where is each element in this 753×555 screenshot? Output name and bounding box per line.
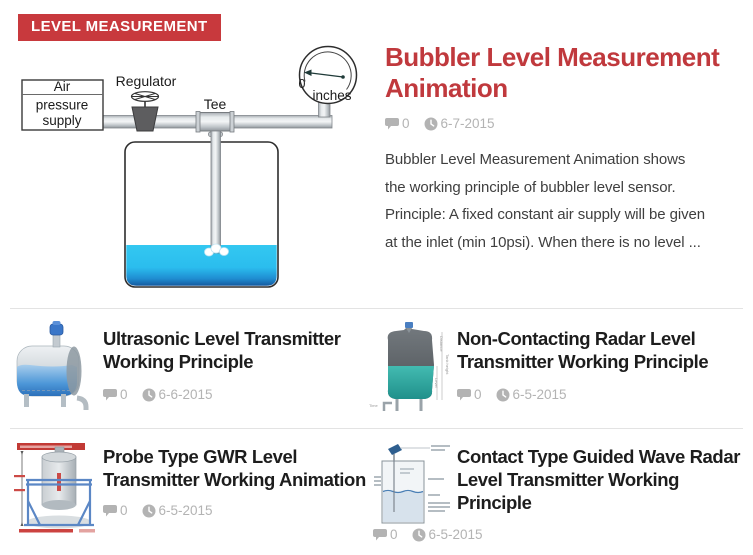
regulator-label: Regulator [115,73,177,89]
comments-count: 0 [120,387,128,402]
featured-post-meta [385,116,495,131]
excerpt-line: at the inlet (min 10psi). When there is no level ... [385,233,701,251]
air-supply-label-line1: Air [53,79,71,94]
title-line: Level Transmitter Working [457,469,679,490]
title-line: Probe Type GWR Level [103,446,298,467]
radar-level-label: Level [434,378,439,388]
radar-tank-graphic [366,320,451,415]
post-date: 6-5-2015 [428,527,483,542]
title-line: Transmitter Working Animation [103,469,366,490]
comment-icon [103,389,117,401]
contact-gwr-diagram-graphic [374,442,456,529]
radar-time-label: Time [369,403,378,408]
clock-icon [496,388,510,402]
comments-count: 0 [120,503,128,518]
post-date: 6-6-2015 [158,387,213,402]
row-divider [10,428,743,429]
post-meta [103,387,213,402]
post-meta [373,527,483,542]
comment-icon [373,529,387,541]
featured-post-title[interactable] [385,42,719,104]
clock-icon [142,388,156,402]
tee-label: Tee [203,96,227,112]
featured-post-thumbnail[interactable] [14,45,376,302]
post-date: 6-5-2015 [158,503,213,518]
post-thumbnail-radar[interactable] [366,320,451,415]
excerpt-line: Bubbler Level Measurement Animation shows [385,151,686,168]
title-line: Ultrasonic Level Transmitter [103,328,341,349]
post-title-gwr[interactable] [103,445,366,491]
clock-icon [424,117,438,131]
comments-count: 0 [474,387,482,402]
gauge-unit-label: inches [312,88,352,103]
radar-tank-height-label: Tank height [445,354,450,375]
air-supply-label-line2: pressure [35,97,89,113]
post-date: 6-7-2015 [440,116,495,131]
comments-count: 0 [402,116,410,131]
clock-icon [142,504,156,518]
title-line: Principle [457,492,532,513]
category-badge[interactable]: LEVEL MEASUREMENT [18,14,221,41]
post-date: 6-5-2015 [512,387,567,402]
title-line: Working Principle [103,351,254,372]
bubbler-diagram [14,45,376,302]
title-line: Non-Contacting Radar Level [457,328,696,349]
post-thumbnail-contact-gwr[interactable] [374,442,456,529]
post-title-contact-gwr[interactable] [457,445,740,514]
post-title-radar[interactable] [457,327,708,373]
title-line: Contact Type Guided Wave Radar [457,446,741,467]
post-thumbnail-ultrasonic[interactable] [14,320,96,412]
comments-count: 0 [390,527,398,542]
comment-icon [457,389,471,401]
post-meta [103,503,213,518]
featured-title-line2: Animation [385,73,508,103]
clock-icon [412,528,426,542]
excerpt-line: the working principle of bubbler level sensor. [385,178,676,196]
comment-icon [103,505,117,517]
post-thumbnail-gwr[interactable] [13,437,103,534]
excerpt-line: Principle: A fixed constant air supply will be given [385,206,705,223]
ultrasonic-tank-graphic [14,320,96,412]
radar-distance-label: Distance [439,336,444,352]
air-supply-label-line3: supply [42,113,82,128]
gauge-zero-label: 0 [298,77,306,91]
gwr-tank-graphic [13,437,103,534]
row-divider [10,308,743,309]
comment-icon [385,118,399,130]
post-meta [457,387,567,402]
post-title-ultrasonic[interactable] [103,327,341,373]
featured-title-line1: Bubbler Level Measurement [385,42,720,72]
title-line: Transmitter Working Principle [457,351,709,372]
featured-post-excerpt [385,146,705,256]
